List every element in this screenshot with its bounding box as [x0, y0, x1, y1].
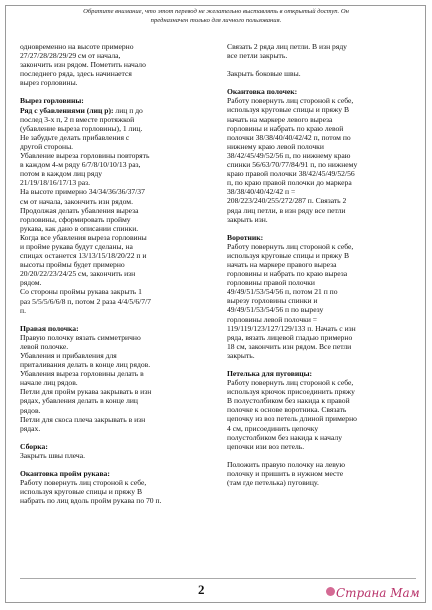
text-line: набрать по лиц вдоль пройм рукава по 70 п. [20, 496, 162, 506]
text-line: Работу повернуть лиц стороной к себе, [227, 378, 354, 388]
text-line: Когда все убавления выреза горловины [20, 232, 147, 242]
text-line: начать на маркере левого выреза [227, 114, 333, 124]
text-line: рядах, убавления делать в конце лиц [20, 396, 138, 406]
text-line: Работу повернуть лиц стороной к себе, [20, 478, 147, 488]
text-line: потом в каждом лиц ряду [20, 169, 102, 179]
text-line: п, по краю правой полочки до маркера [227, 178, 352, 188]
text-line: В полустолбиком без накида к правой [227, 396, 350, 406]
paragraph-gap [227, 60, 417, 69]
text-line: 4 см, присоединить цепочку [227, 423, 319, 433]
text-line: Закрыть боковые швы. [227, 69, 301, 79]
text-line: одновременно на высоте примерно [20, 42, 134, 51]
section-heading: Сборка: [20, 441, 48, 451]
text-line: и пройме рукава будут сделаны, на [20, 241, 133, 251]
text-line: все петли закрыть. [227, 51, 288, 61]
text-line: Петли для пройм рукава закрывать в изн [20, 387, 152, 397]
privacy-notice [14, 7, 418, 25]
section-heading: Окантовка полочек: [227, 87, 298, 97]
text-line: раз 5/5/5/6/6/8 п, потом 2 раза 4/4/5/6/7/7 [20, 296, 151, 306]
text-line: цепочку из воз петель длиной примерно [227, 414, 357, 424]
text-line: Петли для скоса плеча закрывать в изн [20, 414, 146, 424]
section-heading: Вырез горловины: [20, 96, 84, 106]
text-line: Работу повернуть лиц стороной к себе, [227, 241, 354, 251]
text-line: используя круговые спицы и пряжу В [227, 105, 350, 115]
text-line: полустолбиком без накида к началу [227, 432, 343, 442]
text-line: спицах останется 13/13/15/18/20/22 п и [20, 251, 147, 261]
text-line: горловины, сформировать пройму [20, 214, 131, 224]
text-line: рукава, как дано в описании спинки. [20, 223, 139, 233]
text-line: используя крючок присоединить пряжу [227, 387, 355, 397]
text-line: начать на маркере правого выреза [227, 259, 337, 269]
text-line: 208/223/240/255/272/287 п. Связать 2 [227, 196, 347, 206]
section-heading: Воротник: [227, 232, 264, 242]
text-line: закрыть. [227, 350, 255, 360]
text-line: ряда лиц петли, в изн ряду все петли [227, 205, 346, 215]
page-number: 2 [198, 582, 205, 597]
bold-lead: Ряд с убавлениями (лиц р): [20, 105, 114, 115]
text-line: Закрыть швы плеча. [20, 450, 85, 460]
text-line: 38/42/45/49/52/56 п, по нижнему краю [227, 150, 351, 160]
paragraph-gap [20, 315, 210, 324]
text-line: 49/49/51/53/54/56 п по вырезу [227, 305, 324, 315]
text-line: приталивания делать в конце лиц рядов. [20, 360, 151, 370]
text-line: горловины и набрать по краю левой [227, 123, 344, 133]
text-line: Продолжая делать убавления выреза [20, 205, 139, 215]
paragraph-gap [227, 78, 417, 87]
section-heading: Правая полочка: [20, 323, 79, 333]
text-line: другой стороны. [20, 141, 74, 151]
text-line: полочку и пришить в нужном месте [227, 468, 344, 478]
text-line: 27/27/28/28/29/29 см от начала, [20, 51, 121, 61]
text-line: закончить изн рядом. Пометить начало [20, 60, 146, 70]
paragraph-gap [20, 87, 210, 96]
paragraph-gap [227, 360, 417, 369]
notice-line: Обратите внимание, что этот перевод не желательно выставлять в открытый доступ. Он [83, 8, 349, 15]
paragraph-gap [227, 451, 417, 460]
text-line: см от начала, закончить изн рядом. [20, 196, 133, 206]
paragraph-gap [227, 224, 417, 233]
text-line: горловины левой полочки = [227, 314, 318, 324]
text-line: спинки 56/63/70/77/84/91 п, по нижнему [227, 160, 358, 170]
text-line: Убавление выреза горловины повторять [20, 151, 150, 161]
text-line: вырезу горловины спинки и [227, 296, 318, 306]
text-line: Связать 2 ряда лиц петли. В изн ряду [227, 42, 347, 51]
text-line: послед 3-х п, 2 п вместе протяжкой [20, 114, 135, 124]
text-line: п. [20, 305, 26, 315]
paragraph-gap [20, 433, 210, 442]
text-line: 20/20/22/23/24/25 см, закончить изн [20, 269, 136, 279]
text-line: На высоте примерно 34/34/36/36/37/37 [20, 187, 145, 197]
text-line: используя круговые спицы и пряжу В [227, 250, 350, 260]
text-line: Не забудьте делать прибавления с [20, 132, 130, 142]
paragraph-gap [20, 460, 210, 469]
text-line: 38/38/40/40/42/42 п = [227, 187, 296, 197]
text-line: Убавления выреза горловины делать в [20, 369, 144, 379]
text-line: в каждом 4-м ряду 6/7/8/10/10/13 раз, [20, 160, 141, 170]
text-run: лиц п до [113, 105, 143, 115]
text-line: цепочки изи воз петель. [227, 441, 305, 451]
notice-line: предназначен только для личного пользования. [150, 17, 282, 24]
text-line: левой полочке. [20, 341, 69, 351]
text-line: 21/19/18/16/17/13 раз. [20, 178, 91, 188]
left-text-column [20, 42, 210, 505]
text-line: используя круговые спицы и пряжу В [20, 487, 143, 497]
text-line: Со стороны проймы рукава закрыть 1 [20, 287, 142, 297]
text-line: вырез горловины. [20, 78, 78, 88]
text-line: рядов. [20, 405, 41, 415]
text-line: высоты проймы будет примерно [20, 260, 125, 270]
watermark: Страна Мам [336, 586, 420, 600]
text-line: полочке к основе воротника. Связать [227, 405, 347, 415]
text-line: 49/49/51/53/54/56 п, потом 21 п по [227, 287, 338, 297]
text-line: закрыть изн. [227, 214, 268, 224]
text-line: 18 см, закончить изн рядом. Все петли [227, 341, 352, 351]
footer-divider [20, 578, 416, 579]
text-line: Убавления и прибавления для [20, 351, 117, 360]
section-heading: Петелька для пуговицы: [227, 369, 313, 378]
text-line: (убавление выреза горловины), 1 лиц. [20, 123, 143, 133]
text-line: нижнему краю левой полочки [227, 141, 324, 151]
right-text-column [227, 42, 417, 487]
watermark-logo-icon [326, 587, 335, 596]
text-line [20, 106, 210, 115]
text-line: Работу повернуть лиц стороной к себе, [227, 96, 354, 106]
text-line: рядом. [20, 278, 42, 288]
text-line: 119/119/123/127/129/133 п. Начать с изн [227, 323, 356, 333]
text-line: Правую полочку вязать симметрично [20, 332, 141, 342]
text-line: Положить правую полочку на левую [227, 459, 346, 469]
text-line: горловины и набрать по краю выреза [227, 269, 348, 279]
text-line: полочки 38/38/40/40/42/42 п, потом по [227, 132, 351, 142]
text-line: (там где петелька) пуговицу. [227, 478, 319, 488]
text-line: начале лиц рядов. [20, 378, 78, 388]
text-line: горловины правой полочки [227, 278, 315, 288]
text-line: последнего ряда, здесь начинается [20, 69, 132, 79]
section-heading: Окантовка пройм рукава: [20, 469, 110, 479]
text-line: краю правой полочки 38/42/45/49/52/56 [227, 169, 355, 179]
text-line: ряда, вязать лицевой гладью примерно [227, 332, 353, 342]
text-line: рядах. [20, 423, 41, 433]
